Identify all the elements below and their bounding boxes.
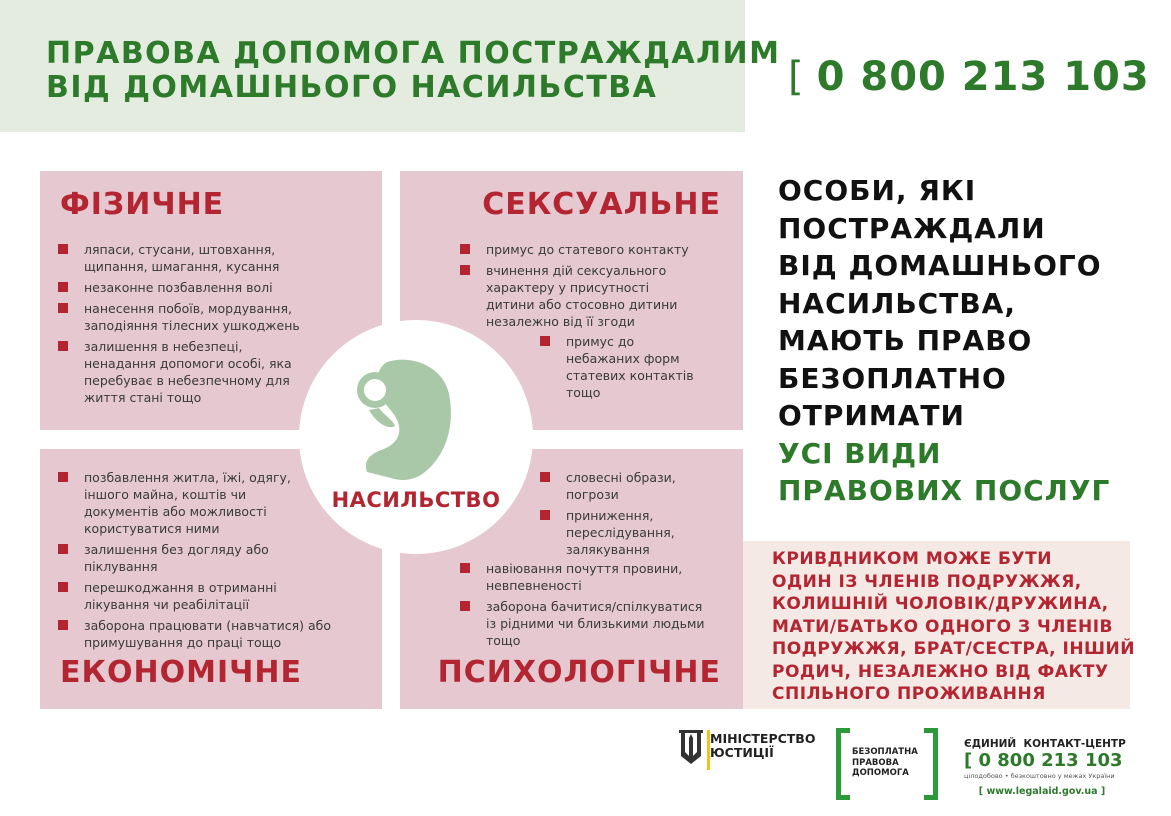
- hotline-bracket: [: [788, 54, 805, 100]
- legal-aid-logo-text: [852, 747, 918, 779]
- quadrant-title-economic: ЕКОНОМІЧНЕ: [60, 655, 302, 690]
- contact-note: цілодобово • безкоштовно у межах України: [964, 772, 1115, 780]
- quadrant-title-psychological: ПСИХОЛОГІЧНЕ: [437, 655, 721, 690]
- contact-label: ЄДИНИЙ КОНТАКТ-ЦЕНТР: [964, 738, 1126, 750]
- rights-line: МАЮТЬ ПРАВО: [778, 324, 1033, 357]
- center-label: НАСИЛЬСТВО: [331, 488, 501, 512]
- list-item: приниження, переслідування, залякування: [540, 507, 691, 558]
- hotline: [788, 54, 1150, 100]
- rights-line: НАСИЛЬСТВА,: [778, 286, 1016, 320]
- list-item: примус до статевого контакту: [460, 241, 712, 258]
- list-sexual: [460, 241, 712, 334]
- list-physical: [58, 241, 330, 410]
- ministry-line-1: МІНІСТЕРСТВО: [710, 731, 816, 746]
- offender-statement: [772, 548, 1135, 706]
- list-item: залишення в небезпеці, ненадання допомоги особі, яка перебуває в небезпечному для життя стані тощо: [58, 338, 304, 406]
- contact-number: [ 0 800 213 103: [964, 750, 1123, 771]
- offender-line: КОЛИШНІЙ ЧОЛОВІК/ДРУЖИНА,: [772, 594, 1109, 614]
- title-line-2: ВІД ДОМАШНЬОГО НАСИЛЬСТВА: [46, 70, 658, 105]
- page-title: [46, 37, 781, 105]
- center-circle: [299, 320, 533, 554]
- list-item: позбавлення житла, їжі, одягу, іншого майна, коштів чи документів або можливості користуватися ними: [58, 469, 302, 537]
- rights-line: ПОСТРАЖДАЛИ: [778, 211, 1046, 245]
- rights-line: ОСОБИ, ЯКІ: [778, 174, 977, 207]
- offender-line: ОДИН ІЗ ЧЛЕНІВ ПОДРУЖЖЯ,: [772, 571, 1082, 592]
- rights-line: ОТРИМАТИ: [778, 399, 965, 432]
- list-sexual-extra: [540, 333, 720, 405]
- list-item: примус до небажаних форм статевих контактів тощо: [540, 333, 711, 401]
- contact-center: [964, 738, 1126, 797]
- website-link[interactable]: [ www.legalaid.gov.ua ]: [978, 786, 1106, 797]
- offender-line: СПІЛЬНОГО ПРОЖИВАННЯ: [772, 684, 1046, 704]
- offender-line: ПОДРУЖЖЯ, БРАТ/СЕСТРА, ІНШИЙ: [772, 639, 1136, 659]
- ministry-line-2: ЮСТИЦІЇ: [710, 745, 774, 760]
- list-item: ляпаси, стусани, штовхання, щипання, шмагання, кусання: [58, 241, 330, 275]
- list-psychological-top: [540, 469, 720, 562]
- list-item: нанесення побоїв, мордування, заподіяння тілесних ушкоджень: [58, 300, 330, 334]
- list-economic: [58, 469, 332, 655]
- bpd-line-1: БЕЗОПЛАТНА: [852, 747, 918, 757]
- offender-line: МАТИ/БАТЬКО ОДНОГО З ЧЛЕНІВ: [772, 616, 1113, 637]
- list-item: незаконне позбавлення волі: [58, 279, 330, 296]
- quadrant-title-sexual: СЕКСУАЛЬНЕ: [482, 187, 721, 222]
- rights-line-green: УСІ ВИДИ: [778, 436, 942, 470]
- list-item: перешкоджання в отриманні лікування чи реабілітації: [58, 579, 299, 613]
- quadrant-title-physical: ФІЗИЧНЕ: [60, 187, 225, 222]
- title-line-1: ПРАВОВА ДОПОМОГА ПОСТРАЖДАЛИМ: [46, 36, 781, 71]
- list-item: навіювання почуття провини, невпевненості: [460, 560, 696, 594]
- list-psychological: [460, 560, 720, 653]
- rights-line: ВІД ДОМАШНЬОГО: [778, 249, 1102, 282]
- bpd-line-2: ПРАВОВА: [852, 757, 899, 768]
- offender-line: КРИВДНИКОМ МОЖЕ БУТИ: [772, 549, 1052, 569]
- offender-line: РОДИЧ, НЕЗАЛЕЖНО ВІД ФАКТУ: [772, 661, 1109, 682]
- list-item: заборона бачитися/спілкуватися із рідними чи близькими людьми тощо: [460, 598, 711, 649]
- rights-line-green: ПРАВОВИХ ПОСЛУГ: [778, 474, 1111, 507]
- trident-icon: [677, 728, 705, 768]
- list-item: залишення без догляду або піклування: [58, 541, 284, 575]
- list-item: вчинення дій сексуального характеру у присутності дитини або стосовно дитини незалежно від її згоди: [460, 262, 696, 330]
- bpd-line-3: ДОПОМОГА: [852, 768, 909, 778]
- list-item: заборона працювати (навчатися) або примушування до праці тощо: [58, 617, 344, 651]
- list-item: словесні образи, погрози: [540, 469, 691, 503]
- rights-statement: [778, 172, 1110, 510]
- curled-person-icon: [349, 354, 459, 484]
- ministry-logo-text: [710, 732, 815, 760]
- hotline-number: 0 800 213 103: [816, 54, 1150, 100]
- rights-line: БЕЗОПЛАТНО: [778, 361, 1007, 395]
